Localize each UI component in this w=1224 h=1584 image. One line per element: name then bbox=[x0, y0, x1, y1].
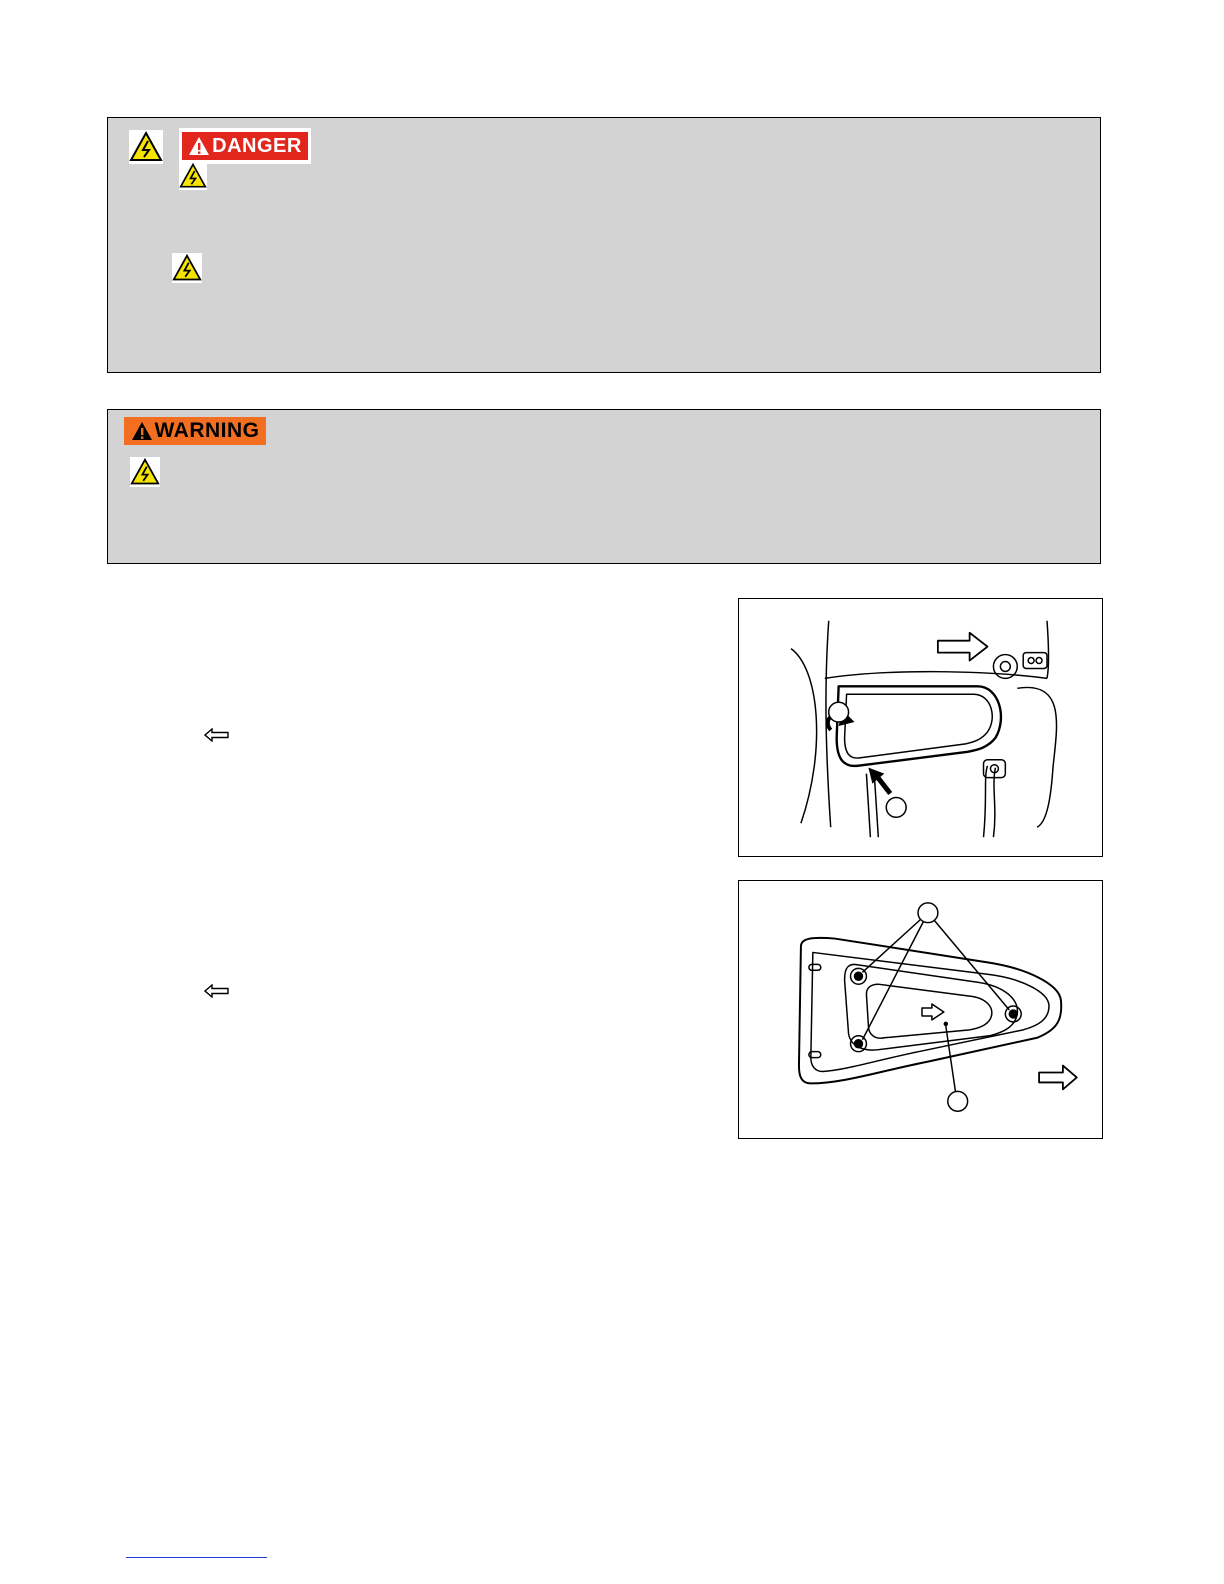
high-voltage-icon bbox=[130, 457, 160, 487]
front-arrow-icon bbox=[204, 984, 230, 998]
alert-triangle-icon bbox=[131, 420, 153, 442]
high-voltage-icon bbox=[129, 130, 163, 164]
alert-triangle-icon bbox=[188, 135, 210, 157]
callout-1 bbox=[829, 702, 849, 722]
figure-service-plug-cover-removal bbox=[738, 598, 1103, 857]
front-arrow-icon bbox=[204, 728, 230, 742]
figure-service-plug-cover-bolts bbox=[738, 880, 1103, 1139]
warning-signal-word bbox=[124, 417, 266, 445]
high-voltage-icon bbox=[179, 162, 207, 190]
callout-2 bbox=[886, 797, 906, 817]
warning-label-text: WARNING bbox=[154, 419, 260, 442]
footer-link[interactable] bbox=[126, 1557, 267, 1558]
high-voltage-icon bbox=[172, 253, 202, 283]
danger-signal-word-frame bbox=[179, 128, 311, 164]
danger-label-text: DANGER bbox=[212, 134, 302, 157]
danger-signal-word bbox=[182, 132, 308, 160]
